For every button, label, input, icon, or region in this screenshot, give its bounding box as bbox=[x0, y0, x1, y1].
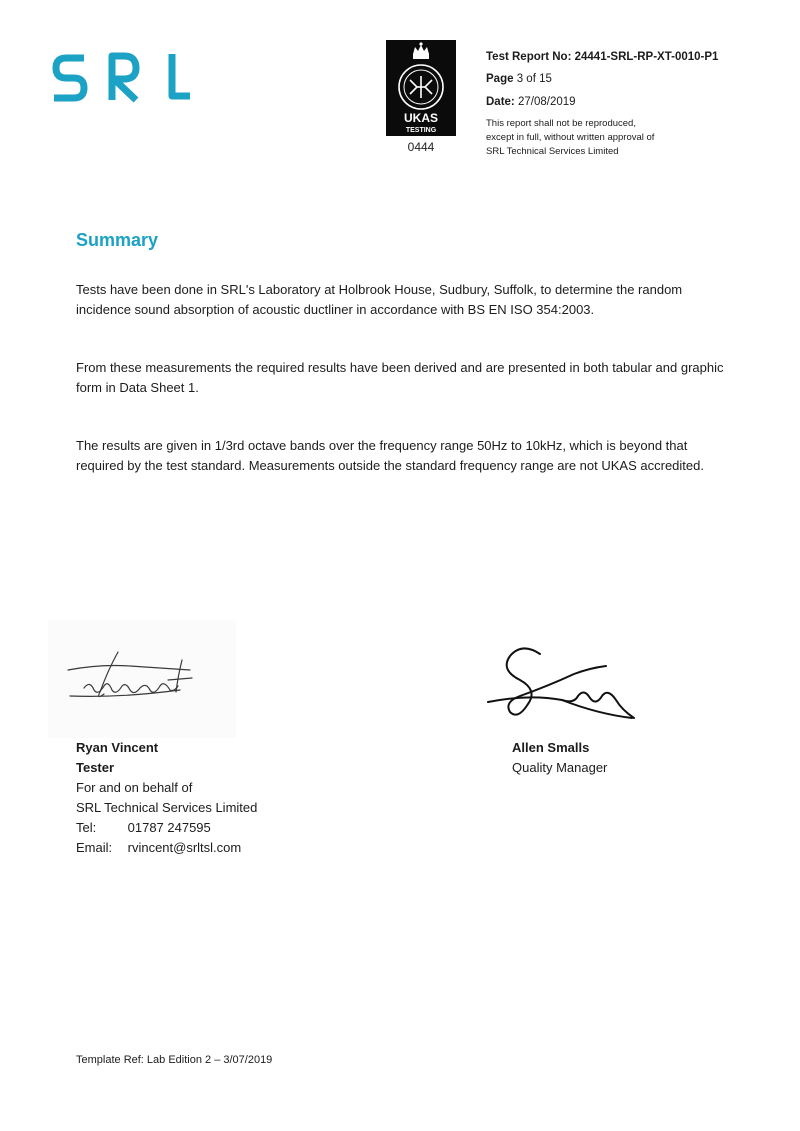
ukas-number: 0444 bbox=[407, 140, 435, 154]
ukas-accreditation-mark bbox=[386, 40, 456, 154]
tester-details bbox=[76, 738, 257, 858]
summary-paragraph-3: The results are given in 1/3rd octave bands over the frequency range 50Hz to 10kHz, which is beyond that required by the test standard. Measurements outside the standard frequency range are not UKAS accredited. bbox=[76, 438, 704, 473]
tester-role: Tester bbox=[76, 760, 115, 775]
manager-signature bbox=[478, 640, 638, 730]
email-row bbox=[76, 838, 257, 858]
page-row bbox=[486, 72, 786, 86]
ukas-logo bbox=[386, 40, 456, 136]
summary-paragraph-1: Tests have been done in SRL's Laboratory at Holbrook House, Sudbury, Suffolk, to determine the random incidence sound absorption of acoustic ductliner in accordance with BS EN ISO 354:2003. bbox=[76, 282, 683, 317]
manager-role: Quality Manager bbox=[512, 760, 608, 775]
template-reference: Template Ref: Lab Edition 2 – 3/07/2019 bbox=[76, 1054, 273, 1066]
page-value: 3 of 15 bbox=[516, 73, 552, 86]
page-label: Page bbox=[486, 73, 514, 86]
ukas-mark-subtext: TESTING bbox=[405, 127, 437, 134]
tester-signature bbox=[60, 640, 210, 715]
report-info bbox=[486, 50, 786, 158]
email-value: rvincent@srltsl.com bbox=[127, 840, 242, 855]
notice-line-3: SRL Technical Services Limited bbox=[486, 145, 619, 157]
ukas-mark-text: UKAS bbox=[403, 111, 439, 125]
summary-heading: Summary bbox=[76, 230, 159, 250]
date-value: 27/08/2019 bbox=[517, 95, 576, 108]
srl-logo bbox=[52, 48, 192, 108]
date-label: Date: bbox=[486, 95, 515, 108]
tel-label: Tel: bbox=[76, 820, 97, 835]
summary-paragraph-2: From these measurements the required results have been derived and are presented in both tabular and graphic form in Data Sheet 1. bbox=[76, 360, 724, 395]
report-number-value: 24441-SRL-RP-XT-0010-P1 bbox=[574, 51, 719, 63]
reproduction-notice bbox=[486, 117, 786, 158]
manager-name: Allen Smalls bbox=[512, 740, 590, 755]
behalf-line-1: For and on behalf of bbox=[76, 780, 193, 795]
tester-name: Ryan Vincent bbox=[76, 740, 159, 755]
report-number-label: Test Report No: bbox=[486, 51, 572, 63]
manager-details bbox=[512, 738, 607, 778]
report-number-row bbox=[486, 50, 786, 64]
tel-value: 01787 247595 bbox=[127, 820, 211, 835]
date-row bbox=[486, 95, 786, 109]
tel-row bbox=[76, 818, 257, 838]
email-label: Email: bbox=[76, 840, 113, 855]
notice-line-2: except in full, without written approval of bbox=[486, 131, 655, 143]
notice-line-1: This report shall not be reproduced, bbox=[486, 118, 636, 130]
behalf-line-2: SRL Technical Services Limited bbox=[76, 800, 258, 815]
